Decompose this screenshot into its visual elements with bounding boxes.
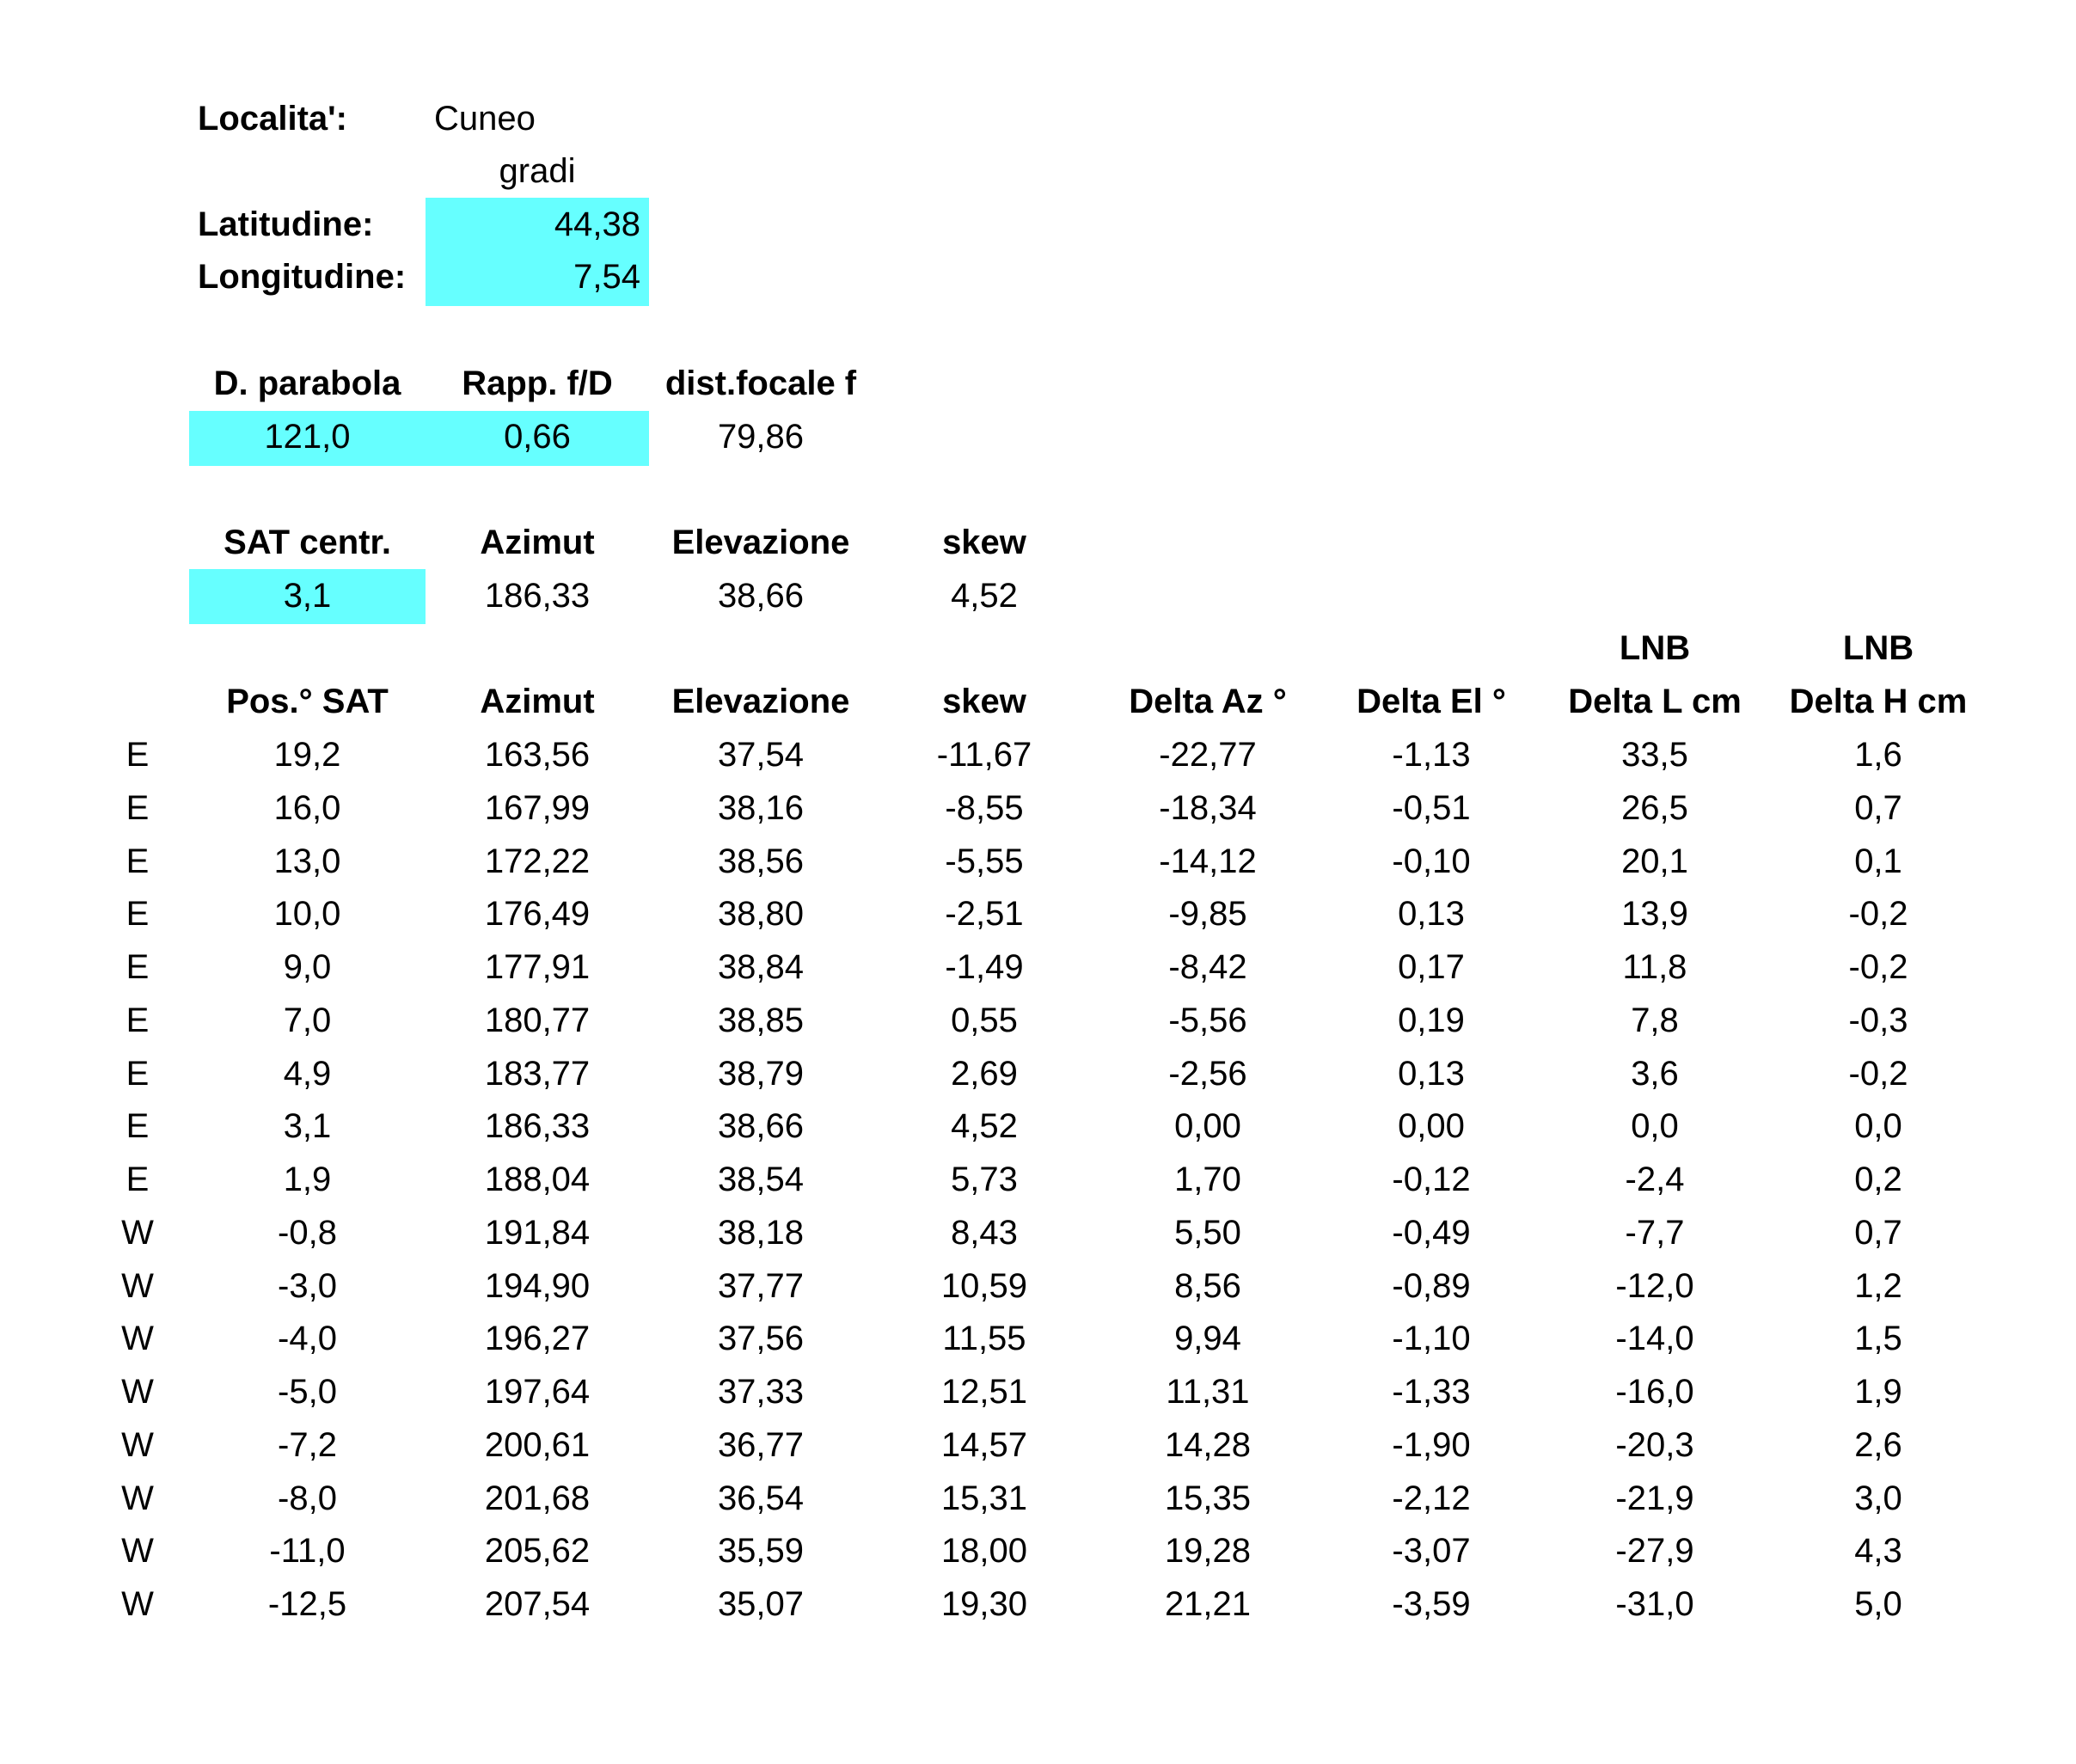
row-direction: W [121,1373,154,1411]
row-pos-sat: 1,9 [283,1161,332,1198]
row-delta-az: -18,34 [1159,789,1257,827]
row-pos-sat: -3,0 [278,1267,337,1305]
row-direction: E [126,789,150,827]
row-direction: E [126,736,150,774]
central-skew-label: skew [942,524,1026,561]
row-delta-l: -7,7 [1625,1214,1685,1252]
row-delta-l: -31,0 [1615,1585,1694,1623]
row-elevazione: 38,80 [717,895,805,933]
row-skew: 10,59 [940,1267,1028,1305]
row-skew: -5,55 [945,842,1024,880]
row-delta-el: 0,19 [1398,1001,1465,1039]
row-skew: 0,55 [951,1001,1018,1039]
row-direction: E [126,1001,150,1039]
row-delta-el: -0,89 [1392,1267,1471,1305]
row-pos-sat: -12,5 [267,1585,347,1623]
row-delta-el: -1,13 [1392,736,1471,774]
row-delta-h: 0,7 [1854,1214,1902,1252]
row-azimut: 180,77 [484,1001,591,1039]
row-skew: -1,49 [945,948,1024,986]
row-pos-sat: 13,0 [273,842,341,880]
header-delta-l: Delta L cm [1568,683,1742,720]
header-delta-az: Delta Az ° [1129,683,1287,720]
row-skew: 4,52 [951,1107,1018,1145]
row-delta-l: -2,4 [1625,1161,1685,1198]
row-delta-az: 15,35 [1164,1479,1252,1517]
row-elevazione: 36,54 [717,1479,805,1517]
row-elevazione: 38,85 [717,1001,805,1039]
row-pos-sat: -0,8 [278,1214,337,1252]
row-pos-sat: 4,9 [283,1055,332,1093]
row-delta-el: -0,51 [1392,789,1471,827]
row-delta-az: -9,85 [1168,895,1247,933]
row-direction: W [121,1267,154,1305]
central-sat-value[interactable]: 3,1 [283,577,332,615]
row-skew: -11,67 [936,736,1032,774]
row-azimut: 191,84 [484,1214,591,1252]
row-elevazione: 38,54 [717,1161,805,1198]
row-elevazione: 36,77 [717,1426,805,1464]
row-pos-sat: 3,1 [283,1107,332,1145]
row-elevazione: 38,16 [717,789,805,827]
row-elevazione: 38,56 [717,842,805,880]
row-delta-h: 3,0 [1854,1479,1902,1517]
row-direction: W [121,1532,154,1570]
row-delta-el: -0,10 [1392,842,1471,880]
dish-ratio-value[interactable]: 0,66 [504,418,571,456]
row-delta-az: 11,31 [1166,1373,1250,1411]
row-delta-h: 2,6 [1854,1426,1902,1464]
row-delta-l: -21,9 [1615,1479,1694,1517]
row-delta-el: -2,12 [1392,1479,1471,1517]
row-azimut: 197,64 [484,1373,591,1411]
row-delta-h: -0,2 [1848,948,1908,986]
lnb-label-l: LNB [1619,629,1691,667]
central-azimut-label: Azimut [480,524,595,561]
row-elevazione: 35,59 [717,1532,805,1570]
focal-distance-label: dist.focale f [664,364,857,402]
central-sat-label: SAT centr. [224,524,391,561]
localita-value: Cuneo [434,100,536,138]
row-pos-sat: 7,0 [283,1001,332,1039]
row-azimut: 188,04 [484,1161,591,1198]
row-elevazione: 37,77 [717,1267,805,1305]
row-azimut: 163,56 [484,736,591,774]
row-delta-el: -3,07 [1392,1532,1471,1570]
row-direction: W [121,1214,154,1252]
row-direction: W [121,1320,154,1357]
row-pos-sat: 9,0 [283,948,332,986]
row-skew: 12,51 [940,1373,1028,1411]
row-direction: W [121,1585,154,1623]
longitude-label: Longitudine: [198,258,407,296]
row-skew: 14,57 [940,1426,1028,1464]
row-delta-l: 0,0 [1631,1107,1679,1145]
row-skew: 15,31 [940,1479,1028,1517]
row-delta-h: 1,6 [1854,736,1902,774]
row-delta-h: -0,2 [1848,895,1908,933]
row-pos-sat: 10,0 [273,895,341,933]
row-elevazione: 37,33 [717,1373,805,1411]
row-pos-sat: -8,0 [278,1479,337,1517]
row-delta-az: -8,42 [1168,948,1247,986]
row-delta-el: -0,49 [1392,1214,1471,1252]
row-azimut: 200,61 [484,1426,591,1464]
row-direction: W [121,1426,154,1464]
header-pos-sat: Pos.° SAT [226,683,389,720]
row-delta-az: 8,56 [1174,1267,1241,1305]
row-delta-h: 0,7 [1854,789,1902,827]
row-pos-sat: -7,2 [278,1426,337,1464]
row-elevazione: 38,84 [717,948,805,986]
row-delta-l: 33,5 [1621,736,1688,774]
localita-label: Localita': [198,100,347,138]
row-delta-el: -1,90 [1392,1426,1471,1464]
header-azimut: Azimut [480,683,595,720]
row-delta-az: 21,21 [1164,1585,1252,1623]
row-elevazione: 37,54 [717,736,805,774]
row-direction: E [126,1107,150,1145]
row-delta-l: -12,0 [1615,1267,1694,1305]
row-azimut: 172,22 [484,842,591,880]
row-skew: 8,43 [951,1214,1018,1252]
row-delta-l: 26,5 [1621,789,1688,827]
row-delta-l: -20,3 [1615,1426,1694,1464]
row-delta-h: 4,3 [1854,1532,1902,1570]
row-delta-h: 5,0 [1854,1585,1902,1623]
row-direction: W [121,1479,154,1517]
central-elevazione-value: 38,66 [717,577,805,615]
row-delta-el: 0,17 [1398,948,1465,986]
row-delta-az: -14,12 [1159,842,1257,880]
row-delta-h: 1,5 [1854,1320,1902,1357]
header-skew: skew [942,683,1026,720]
row-delta-h: 0,2 [1854,1161,1902,1198]
row-direction: E [126,948,150,986]
row-azimut: 205,62 [484,1532,591,1570]
longitude-value[interactable]: 7,54 [573,258,640,296]
row-skew: -8,55 [945,789,1024,827]
row-delta-az: 5,50 [1174,1214,1241,1252]
row-elevazione: 38,18 [717,1214,805,1252]
row-delta-el: 0,00 [1398,1107,1465,1145]
row-delta-el: 0,13 [1398,1055,1465,1093]
row-delta-az: -2,56 [1168,1055,1247,1093]
row-azimut: 194,90 [484,1267,591,1305]
row-delta-l: 13,9 [1621,895,1688,933]
row-pos-sat: -11,0 [269,1532,346,1570]
row-elevazione: 35,07 [717,1585,805,1623]
row-delta-el: -1,33 [1392,1373,1471,1411]
row-delta-h: -0,3 [1848,1001,1908,1039]
row-delta-az: 14,28 [1164,1426,1252,1464]
row-azimut: 176,49 [484,895,591,933]
central-azimut-value: 186,33 [484,577,591,615]
row-azimut: 167,99 [484,789,591,827]
row-skew: 2,69 [951,1055,1018,1093]
row-azimut: 207,54 [484,1585,591,1623]
header-elevazione: Elevazione [671,683,850,720]
dish-ratio-label: Rapp. f/D [462,364,613,402]
dish-diameter-value[interactable]: 121,0 [264,418,351,456]
row-delta-az: -22,77 [1159,736,1257,774]
row-pos-sat: -5,0 [278,1373,337,1411]
row-delta-el: -3,59 [1392,1585,1471,1623]
row-skew: 19,30 [940,1585,1028,1623]
row-delta-el: 0,13 [1398,895,1465,933]
row-pos-sat: -4,0 [278,1320,337,1357]
latitude-value[interactable]: 44,38 [554,205,640,243]
row-direction: E [126,842,150,880]
row-delta-h: 1,2 [1854,1267,1902,1305]
row-azimut: 201,68 [484,1479,591,1517]
row-delta-h: 0,0 [1854,1107,1902,1145]
row-skew: 5,73 [951,1161,1018,1198]
row-skew: -2,51 [945,895,1024,933]
row-direction: E [126,1161,150,1198]
row-delta-l: 11,8 [1622,948,1687,986]
row-pos-sat: 19,2 [273,736,341,774]
row-delta-az: 9,94 [1174,1320,1241,1357]
row-direction: E [126,895,150,933]
header-delta-h: Delta H cm [1789,683,1968,720]
header-delta-el: Delta El ° [1356,683,1506,720]
row-pos-sat: 16,0 [273,789,341,827]
central-skew-value: 4,52 [951,577,1018,615]
row-delta-az: 19,28 [1164,1532,1252,1570]
row-azimut: 183,77 [484,1055,591,1093]
row-delta-l: 3,6 [1631,1055,1679,1093]
row-elevazione: 37,56 [717,1320,805,1357]
row-skew: 11,55 [942,1320,1026,1357]
row-azimut: 186,33 [484,1107,591,1145]
row-delta-az: 1,70 [1174,1161,1241,1198]
row-delta-az: 0,00 [1174,1107,1241,1145]
row-delta-l: -27,9 [1615,1532,1694,1570]
row-direction: E [126,1055,150,1093]
row-delta-el: -1,10 [1392,1320,1471,1357]
focal-distance-value: 79,86 [717,418,805,456]
row-delta-h: -0,2 [1848,1055,1908,1093]
row-delta-h: 1,9 [1854,1373,1902,1411]
row-delta-l: -16,0 [1615,1373,1694,1411]
row-delta-l: 7,8 [1631,1001,1679,1039]
central-elevazione-label: Elevazione [671,524,850,561]
row-azimut: 177,91 [484,948,591,986]
row-elevazione: 38,79 [717,1055,805,1093]
row-elevazione: 38,66 [717,1107,805,1145]
row-delta-el: -0,12 [1392,1161,1471,1198]
row-delta-az: -5,56 [1168,1001,1247,1039]
row-azimut: 196,27 [484,1320,591,1357]
dish-diameter-label: D. parabola [213,364,401,402]
row-delta-l: 20,1 [1621,842,1688,880]
row-delta-h: 0,1 [1854,842,1902,880]
degrees-unit-label: gradi [499,152,576,190]
row-delta-l: -14,0 [1615,1320,1694,1357]
row-skew: 18,00 [940,1532,1028,1570]
lnb-label-h: LNB [1842,629,1914,667]
latitude-label: Latitudine: [198,205,374,243]
